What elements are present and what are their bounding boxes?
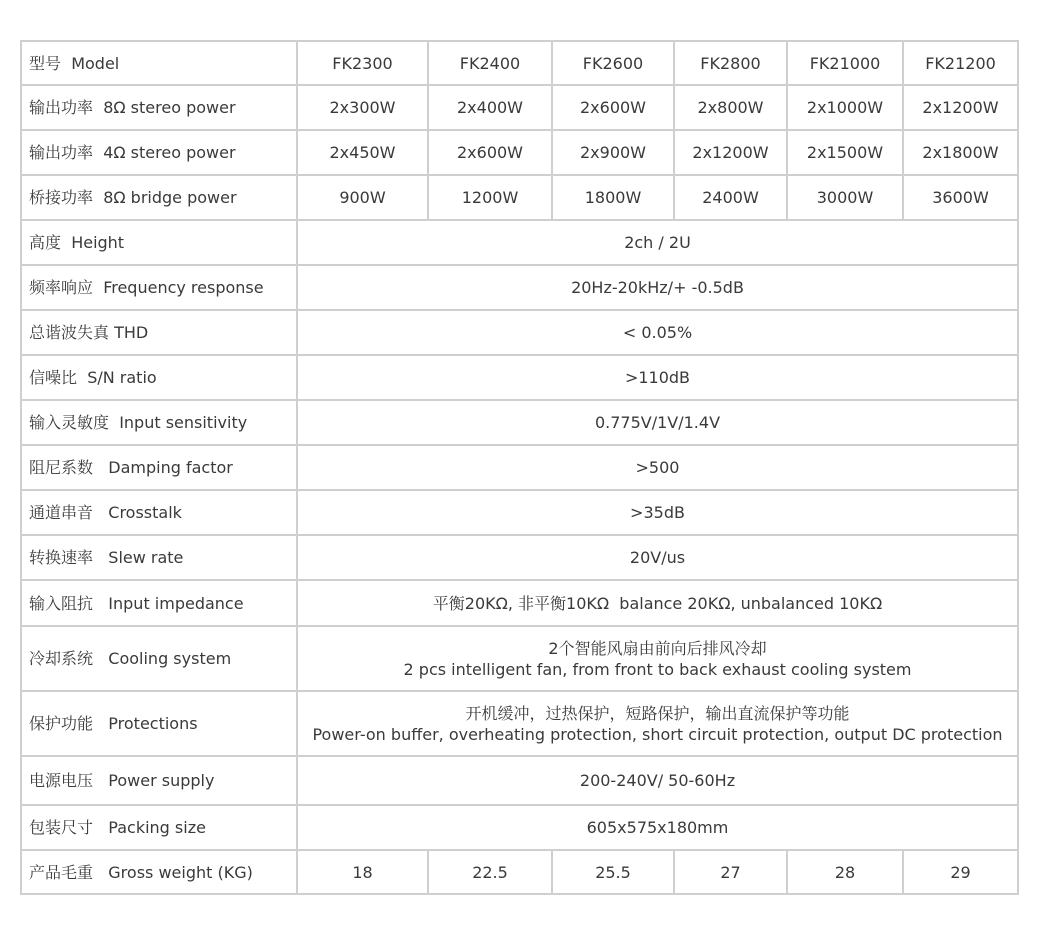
value-cell: 2x600W xyxy=(552,85,674,130)
cooling-value-en: 2 pcs intelligent fan, from front to back exhaust cooling system xyxy=(403,659,912,679)
value-cell: 22.5 xyxy=(428,850,552,894)
value-cell: 200-240V/ 50-60Hz xyxy=(297,756,1018,805)
table-row-model xyxy=(21,41,1018,85)
table-row-impedance xyxy=(21,580,1018,626)
table-row-power-8ohm xyxy=(21,85,1018,130)
table-row-sensitivity xyxy=(21,400,1018,445)
value-cell: 27 xyxy=(674,850,787,894)
row-label-damping: 阻尼系数 Damping factor xyxy=(21,445,297,490)
value-cell: 25.5 xyxy=(552,850,674,894)
value-cell xyxy=(297,691,1018,756)
row-label-snr: 信噪比 S/N ratio xyxy=(21,355,297,400)
row-label-frequency: 频率响应 Frequency response xyxy=(21,265,297,310)
value-cell: 2x1200W xyxy=(674,130,787,175)
value-cell: 20V/us xyxy=(297,535,1018,580)
model-cell: FK2400 xyxy=(428,41,552,85)
row-label-power-8ohm: 输出功率 8Ω stereo power xyxy=(21,85,297,130)
value-cell: 2x600W xyxy=(428,130,552,175)
table-row-power-supply xyxy=(21,756,1018,805)
protections-value-en: Power-on buffer, overheating protection, short circuit protection, output DC protection xyxy=(312,724,1003,744)
value-cell: 2x1000W xyxy=(787,85,903,130)
value-cell: 2x1800W xyxy=(903,130,1018,175)
value-cell: < 0.05% xyxy=(297,310,1018,355)
value-cell: 2x300W xyxy=(297,85,428,130)
model-cell: FK2600 xyxy=(552,41,674,85)
model-cell: FK2300 xyxy=(297,41,428,85)
row-label-power-supply: 电源电压 Power supply xyxy=(21,756,297,805)
model-cell: FK21000 xyxy=(787,41,903,85)
value-cell: 3600W xyxy=(903,175,1018,220)
table-row-cooling xyxy=(21,626,1018,691)
table-row-snr xyxy=(21,355,1018,400)
protections-value-cn: 开机缓冲，过热保护，短路保护，输出直流保护等功能 xyxy=(465,703,850,723)
value-cell: 2x1200W xyxy=(903,85,1018,130)
value-cell: 平衡20KΩ, 非平衡10KΩ balance 20KΩ, unbalanced 10KΩ xyxy=(297,580,1018,626)
row-label-model: 型号 Model xyxy=(21,41,297,85)
table-row-protections xyxy=(21,691,1018,756)
row-label-cooling: 冷却系统 Cooling system xyxy=(21,626,297,691)
table-row-damping xyxy=(21,445,1018,490)
row-label-impedance: 输入阻抗 Input impedance xyxy=(21,580,297,626)
value-cell: 1800W xyxy=(552,175,674,220)
value-cell: >110dB xyxy=(297,355,1018,400)
value-cell: 28 xyxy=(787,850,903,894)
cooling-value-cn: 2个智能风扇由前向后排风冷却 xyxy=(548,638,767,658)
value-cell: 1200W xyxy=(428,175,552,220)
row-label-protections: 保护功能 Protections xyxy=(21,691,297,756)
value-cell: 2x400W xyxy=(428,85,552,130)
model-cell: FK21200 xyxy=(903,41,1018,85)
row-label-power-4ohm: 输出功率 4Ω stereo power xyxy=(21,130,297,175)
row-label-crosstalk: 通道串音 Crosstalk xyxy=(21,490,297,535)
value-cell: 0.775V/1V/1.4V xyxy=(297,400,1018,445)
table-row-weight xyxy=(21,850,1018,894)
row-label-packing: 包装尺寸 Packing size xyxy=(21,805,297,850)
table-row-height xyxy=(21,220,1018,265)
value-cell: 2ch / 2U xyxy=(297,220,1018,265)
table-row-slew xyxy=(21,535,1018,580)
value-cell: 2x900W xyxy=(552,130,674,175)
row-label-slew: 转换速率 Slew rate xyxy=(21,535,297,580)
value-cell: 2400W xyxy=(674,175,787,220)
value-cell: 2x450W xyxy=(297,130,428,175)
row-label-bridge-power: 桥接功率 8Ω bridge power xyxy=(21,175,297,220)
table-row-power-4ohm xyxy=(21,130,1018,175)
row-label-thd: 总谐波失真 THD xyxy=(21,310,297,355)
value-cell: 3000W xyxy=(787,175,903,220)
table-row-thd xyxy=(21,310,1018,355)
value-cell: 18 xyxy=(297,850,428,894)
value-cell: 2x1500W xyxy=(787,130,903,175)
model-cell: FK2800 xyxy=(674,41,787,85)
table-row-bridge-power xyxy=(21,175,1018,220)
table-row-packing xyxy=(21,805,1018,850)
row-label-sensitivity: 输入灵敏度 Input sensitivity xyxy=(21,400,297,445)
value-cell: 20Hz-20kHz/+ -0.5dB xyxy=(297,265,1018,310)
table-row-crosstalk xyxy=(21,490,1018,535)
value-cell: >35dB xyxy=(297,490,1018,535)
value-cell: 29 xyxy=(903,850,1018,894)
value-cell: >500 xyxy=(297,445,1018,490)
row-label-weight: 产品毛重 Gross weight (KG) xyxy=(21,850,297,894)
spec-table xyxy=(20,40,1019,895)
value-cell: 900W xyxy=(297,175,428,220)
row-label-height: 高度 Height xyxy=(21,220,297,265)
table-row-frequency xyxy=(21,265,1018,310)
value-cell: 2x800W xyxy=(674,85,787,130)
value-cell: 605x575x180mm xyxy=(297,805,1018,850)
value-cell xyxy=(297,626,1018,691)
